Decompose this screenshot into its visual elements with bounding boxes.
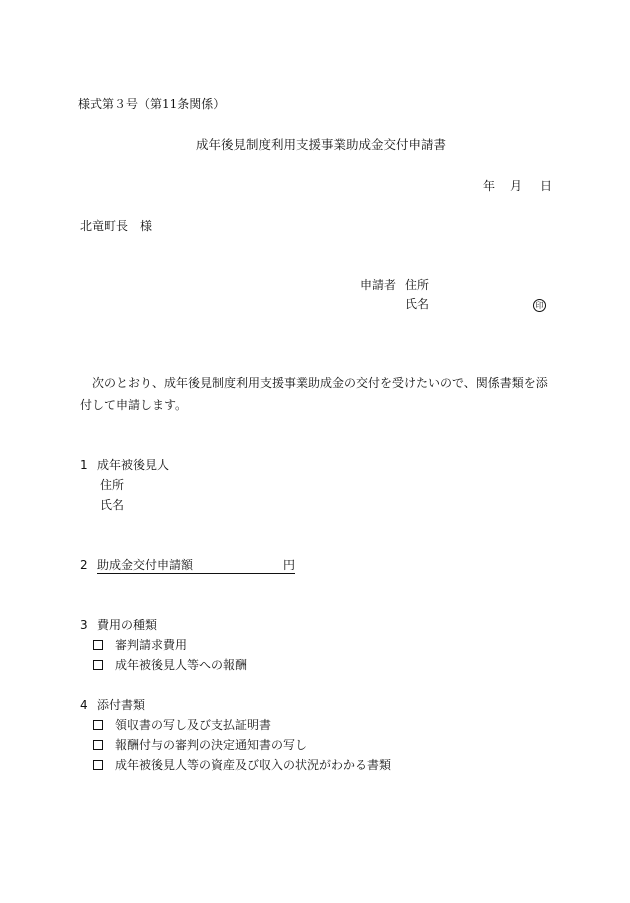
fee-type-label: 審判請求費用 — [115, 638, 188, 652]
seal-mark-text: 印 — [533, 299, 546, 312]
section-2-amount-line — [97, 559, 295, 571]
list-item — [93, 659, 247, 671]
list-item — [93, 739, 307, 751]
date-year-label: 年 — [483, 179, 496, 193]
seal-mark — [533, 298, 546, 312]
attachment-label: 領収書の写し及び支払証明書 — [115, 718, 272, 732]
list-item — [93, 759, 391, 771]
checkbox-icon[interactable] — [93, 640, 103, 650]
attachment-label: 成年被後見人等の資産及び収入の状況がわかる書類 — [115, 758, 392, 772]
section-2-heading: 助成金交付申請額 — [97, 558, 194, 572]
section-2-heading-underlined — [97, 558, 295, 574]
body-text: 次のとおり、成年後見制度利用支援事業助成金の交付を受けたいので、関係書類を添付して申請します。 — [80, 376, 548, 412]
section-1-name-label: 氏名 — [100, 498, 125, 512]
section-4-number: 4 — [80, 698, 88, 712]
attachment-label: 報酬付与の審判の決定通知書の写し — [115, 738, 308, 752]
checkbox-icon[interactable] — [93, 760, 103, 770]
applicant-label: 申請者 — [360, 278, 397, 292]
section-1-heading: 成年被後見人 — [97, 458, 170, 472]
list-item — [93, 719, 271, 731]
addressee: 北竜町長 様 — [80, 219, 153, 233]
form-number: 様式第３号（第11条関係） — [78, 97, 226, 111]
checkbox-icon[interactable] — [93, 720, 103, 730]
fee-type-label: 成年被後見人等への報酬 — [115, 658, 248, 672]
section-3-heading: 費用の種類 — [97, 618, 158, 632]
section-1-address-label: 住所 — [100, 478, 125, 492]
section-2-unit: 円 — [283, 558, 296, 572]
date-month-label: 月 — [510, 179, 523, 193]
checkbox-icon[interactable] — [93, 660, 103, 670]
applicant-address-label: 住所 — [405, 278, 430, 292]
date-day-label: 日 — [540, 179, 553, 193]
document-title: 成年後見制度利用支援事業助成金交付申請書 — [196, 137, 447, 152]
section-4-heading: 添付書類 — [97, 698, 146, 712]
section-2-number: 2 — [80, 558, 88, 572]
checkbox-icon[interactable] — [93, 740, 103, 750]
section-1-number: 1 — [80, 458, 88, 472]
section-3-number: 3 — [80, 618, 88, 632]
applicant-name-label: 氏名 — [405, 297, 430, 311]
list-item — [93, 639, 187, 651]
